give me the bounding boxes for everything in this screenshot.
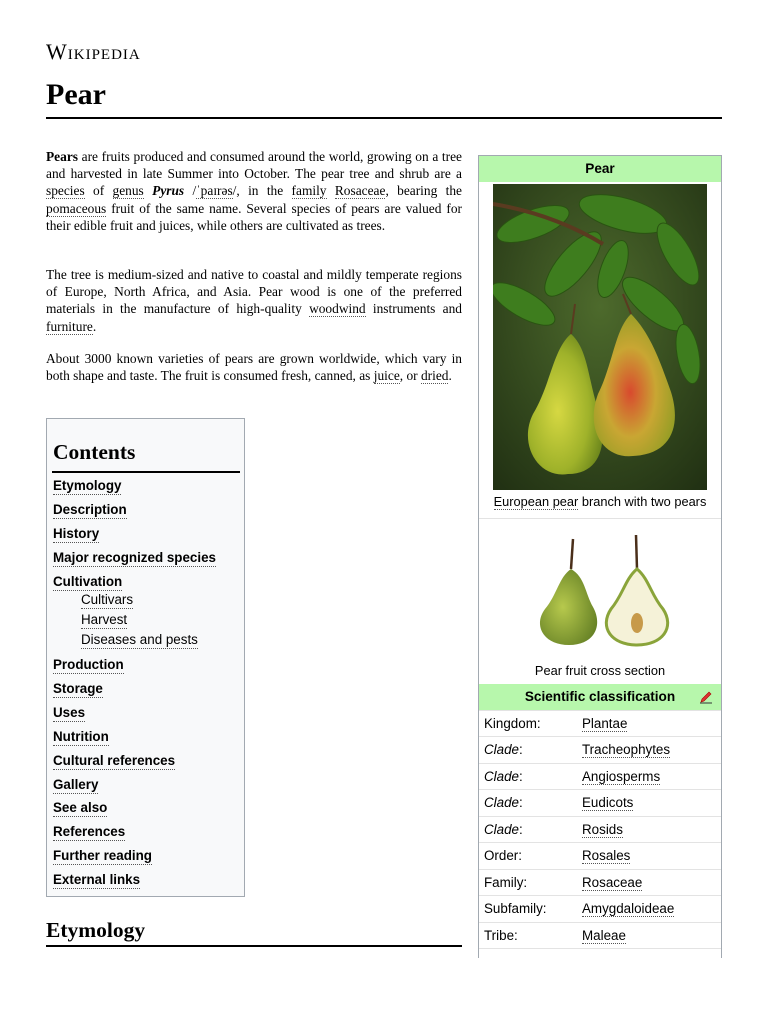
lead-term: Pears	[46, 149, 78, 164]
classification-row-subfamily	[479, 895, 721, 922]
page-title: Pear	[46, 78, 106, 111]
toc-heading: Contents	[53, 440, 136, 464]
toc-item-cultivation[interactable]: Cultivation	[53, 574, 123, 589]
link-ipa[interactable]: ˈpaɪrəs	[196, 183, 233, 199]
link-dried[interactable]: dried	[420, 368, 449, 384]
clade-label: Clade	[484, 822, 519, 837]
taxon-link-rosids[interactable]: Rosids	[582, 822, 623, 837]
toc-item-cultural-references[interactable]: Cultural references	[53, 753, 176, 768]
toc-item-external-links[interactable]: External links	[53, 872, 141, 887]
rank-label: Order:	[484, 848, 522, 863]
toc-subitem-harvest[interactable]: Harvest	[81, 612, 128, 627]
wikipedia-logo[interactable]: Wikipedia	[46, 39, 141, 64]
classification-row-clade	[479, 789, 721, 816]
classification-row-partial	[479, 948, 721, 975]
text: fruit of the same name. Several species of pears are valued for their edible fruit and juices, while others are cultivated as trees.	[46, 200, 462, 233]
pear-branch-illustration	[493, 184, 707, 490]
toc-item-uses[interactable]: Uses	[53, 705, 86, 720]
text: , bearing the	[385, 183, 462, 199]
title-divider	[46, 117, 722, 119]
text	[144, 183, 152, 198]
intro-paragraph-1	[46, 148, 462, 234]
classification-row-order	[479, 842, 721, 869]
pyrus-term: Pyrus	[152, 183, 185, 199]
rank-label: Clade:	[484, 742, 523, 757]
text: of	[84, 183, 113, 199]
text: are fruits produced and consumed around the world, growing on a tree and harvested in late Summer into October. The pear tree and shrub are a	[46, 149, 462, 182]
toc-item-production[interactable]: Production	[53, 657, 124, 672]
toc-divider	[52, 471, 240, 473]
toc-item-gallery[interactable]: Gallery	[53, 777, 99, 792]
toc-item-description[interactable]: Description	[53, 502, 127, 517]
taxon-link-tracheophytes[interactable]: Tracheophytes	[582, 742, 671, 757]
toc-subitem-cultivars[interactable]: Cultivars	[81, 592, 134, 607]
rank-label: Clade:	[484, 769, 523, 784]
rank-label: Family:	[484, 875, 528, 890]
pear-cross-section-illustration	[493, 521, 707, 656]
link-genus[interactable]: genus	[112, 183, 144, 199]
rank-label: Kingdom:	[484, 716, 541, 731]
taxon-link-eudicots[interactable]: Eudicots	[582, 795, 634, 810]
rank-label: Clade:	[484, 822, 523, 837]
link-woodwind[interactable]: woodwind	[309, 301, 366, 317]
toc-item-major-recognized-species[interactable]: Major recognized species	[53, 550, 216, 565]
section-divider	[46, 945, 462, 947]
toc-item-etymology[interactable]: Etymology	[53, 478, 122, 493]
rank-label: Subfamily:	[484, 901, 547, 916]
scientific-classification-header	[479, 684, 721, 710]
toc-subitem-diseases-and-pests[interactable]: Diseases and pests	[81, 632, 198, 647]
taxon-link-rosaceae[interactable]: Rosaceae	[582, 875, 643, 890]
text: branch with two pears	[578, 494, 707, 509]
link-juice[interactable]: juice	[373, 368, 400, 384]
text	[327, 183, 335, 198]
pear-cross-section-photo[interactable]	[493, 521, 707, 656]
taxobox	[478, 155, 722, 958]
scientific-classification-title: Scientific classification	[524, 689, 676, 704]
pencil-icon[interactable]	[699, 690, 713, 704]
toc-item-further-reading[interactable]: Further reading	[53, 848, 152, 863]
taxon-link-rosales[interactable]: Rosales	[582, 848, 631, 863]
text: The tree is medium-sized and native to coastal and mildly temperate regions of Europe, North Africa, and Asia. Pear wood is one of the preferred materials in the manufacture of high-quality	[46, 267, 462, 317]
rank-label: Tribe:	[484, 928, 518, 943]
text: /, in the	[232, 183, 292, 199]
toc-item-see-also[interactable]: See also	[53, 800, 108, 815]
toc-item-references[interactable]: References	[53, 824, 126, 839]
classification-row-tribe	[479, 922, 721, 949]
link-european-pear[interactable]: European pear	[493, 494, 579, 509]
table-of-contents	[46, 418, 245, 897]
text: About 3000 known varieties of pears are grown worldwide, which vary in both shape and taste. The fruit is consumed fresh, canned, as	[46, 351, 462, 384]
taxon-link-angiosperms[interactable]: Angiosperms	[582, 769, 661, 784]
pear-branch-photo[interactable]	[493, 184, 707, 490]
classification-row-clade	[479, 763, 721, 790]
classification-row-family	[479, 869, 721, 896]
section-heading-etymology: Etymology	[46, 918, 146, 942]
infobox-caption-1	[479, 494, 721, 509]
link-pomaceous[interactable]: pomaceous	[46, 200, 107, 216]
classification-row-clade	[479, 736, 721, 763]
infobox-caption-2: Pear fruit cross section	[534, 663, 666, 678]
link-species[interactable]: species	[46, 183, 85, 199]
text: /	[184, 183, 197, 199]
infobox-divider	[479, 518, 721, 519]
link-rosaceae[interactable]: Rosaceae	[334, 183, 386, 199]
taxon-link-amygdaloideae[interactable]: Amygdaloideae	[582, 901, 675, 916]
rank-label: Clade:	[484, 795, 523, 810]
taxon-link-maleae[interactable]: Maleae	[582, 928, 626, 943]
classification-row-kingdom	[479, 710, 721, 737]
clade-label: Clade	[484, 742, 519, 757]
toc-item-history[interactable]: History	[53, 526, 100, 541]
intro-paragraph-2	[46, 266, 462, 335]
text: , or	[399, 368, 421, 384]
toc-item-nutrition[interactable]: Nutrition	[53, 729, 109, 744]
intro-paragraph-3	[46, 350, 462, 384]
clade-label: Clade	[484, 795, 519, 810]
link-family[interactable]: family	[291, 183, 327, 199]
infobox-title: Pear	[479, 156, 721, 182]
text: .	[448, 368, 452, 384]
text: instruments and	[365, 301, 462, 317]
toc-item-storage[interactable]: Storage	[53, 681, 103, 696]
link-furniture[interactable]: furniture	[46, 318, 93, 334]
classification-row-clade	[479, 816, 721, 843]
taxon-link-plantae[interactable]: Plantae	[582, 716, 628, 731]
clade-label: Clade	[484, 769, 519, 784]
text: .	[92, 318, 97, 334]
